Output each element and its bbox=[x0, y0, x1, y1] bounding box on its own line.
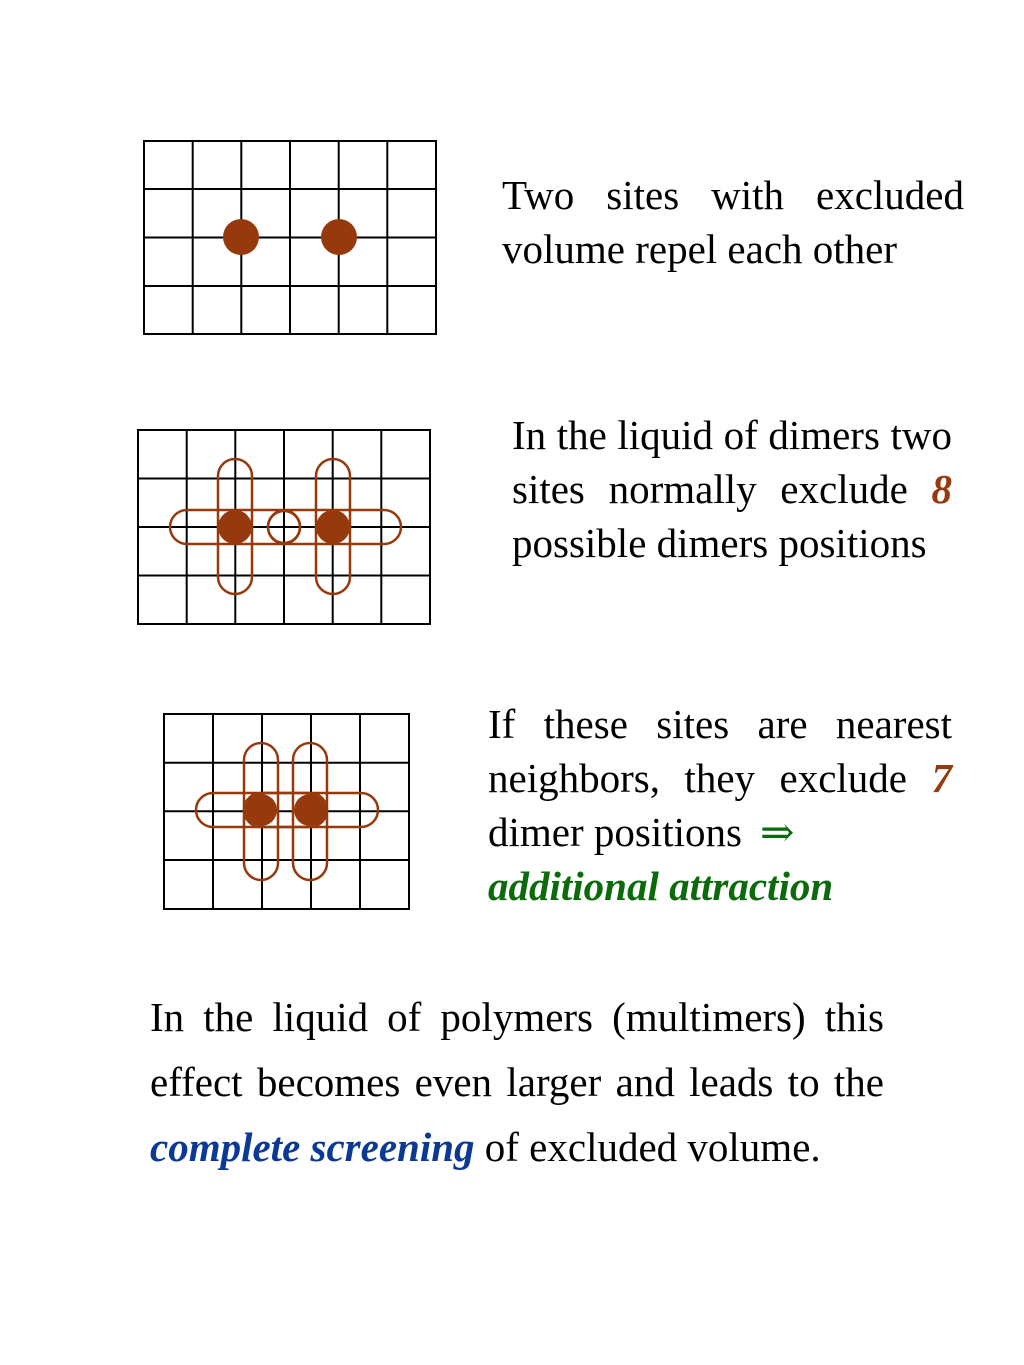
panel1-caption bbox=[502, 168, 964, 276]
panel4-text-after: of excluded volume. bbox=[474, 1124, 821, 1170]
panel2-text bbox=[512, 408, 952, 570]
panel2-caption bbox=[512, 408, 952, 570]
lattice-grid bbox=[144, 141, 436, 334]
lattice-two-sites bbox=[143, 140, 438, 337]
site-right bbox=[294, 794, 326, 826]
site-left bbox=[218, 510, 252, 544]
site-left bbox=[223, 219, 259, 255]
panel3-count: 7 bbox=[931, 755, 952, 801]
site-right bbox=[321, 219, 357, 255]
lattice-dimers-neighbors bbox=[163, 713, 411, 911]
lattice-dimers-separated bbox=[137, 429, 432, 626]
panel2-text-after: possible dimers positions bbox=[512, 520, 927, 566]
lattice-grid bbox=[138, 430, 430, 624]
panel3-caption bbox=[488, 697, 952, 913]
panel1-text: Two sites with excluded volume repel each other bbox=[502, 172, 964, 272]
panel3-text-before: If these sites are nearest neighbors, they exclude bbox=[488, 701, 952, 801]
panel3-text bbox=[488, 697, 952, 913]
panel3-conclusion: additional attraction bbox=[488, 863, 834, 909]
panel3-text-after: dimer positions bbox=[488, 809, 742, 855]
panel4-text-before: In the liquid of polymers (multimers) this effect becomes even larger and leads to the bbox=[150, 994, 884, 1105]
panel2-text-before: In the liquid of dimers two sites normally exclude bbox=[512, 412, 952, 512]
conclusion-paragraph bbox=[150, 985, 884, 1180]
panel2-count: 8 bbox=[931, 466, 952, 512]
panel4-highlight: complete screening bbox=[150, 1124, 475, 1170]
site-right bbox=[316, 510, 350, 544]
implies-arrow-icon: ⇒ bbox=[759, 809, 795, 855]
lattice-grid bbox=[164, 714, 409, 909]
panel4-text bbox=[150, 985, 884, 1180]
site-left bbox=[245, 794, 277, 826]
